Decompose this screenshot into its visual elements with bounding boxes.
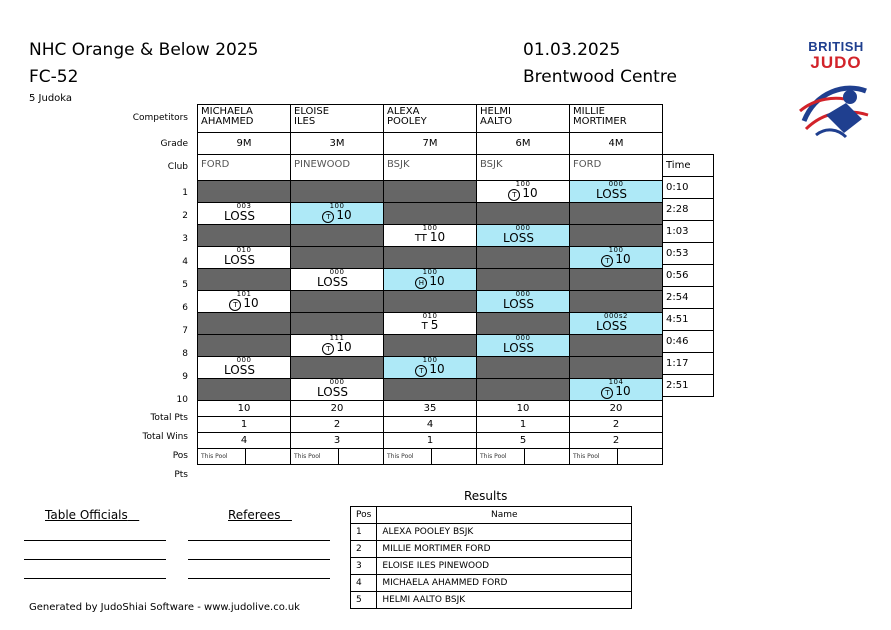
technique-icon: T: [229, 299, 241, 311]
match-result-text: LOSS: [503, 297, 534, 311]
match-result-text: 10: [336, 208, 352, 222]
position: 1: [384, 433, 477, 449]
time-row: [663, 177, 714, 199]
total-points: 10: [198, 401, 291, 417]
match-result-text: 10: [615, 252, 631, 266]
result-position: 2: [351, 541, 377, 558]
grade-row: [198, 133, 663, 155]
label-grade: Grade: [160, 139, 188, 149]
match-result: [384, 231, 476, 245]
time-row: [663, 265, 714, 287]
match-score: 111: [329, 334, 345, 342]
match-result-text: 5: [430, 318, 439, 332]
match-number: 7: [182, 326, 188, 336]
match-row: [198, 247, 663, 269]
total-points: 20: [291, 401, 384, 417]
table-official-line-2: [24, 559, 166, 560]
competitor-club: FORD: [570, 155, 663, 181]
match-score: 000: [515, 290, 531, 298]
match-result: [570, 253, 662, 267]
match-result-cell: [198, 203, 291, 225]
results-row: [351, 575, 632, 592]
match-time: 1:03: [663, 221, 714, 243]
result-position: 1: [351, 524, 377, 541]
match-row: [198, 291, 663, 313]
this-pool-label: This Pool: [477, 449, 525, 464]
match-result: [570, 385, 662, 399]
match-score: 104: [608, 378, 624, 386]
match-result-text: LOSS: [224, 363, 255, 377]
competitor-name-cell: [570, 105, 663, 133]
competitor-club: BSJK: [477, 155, 570, 181]
club-row: [198, 155, 663, 181]
match-number: 9: [182, 372, 188, 382]
empty-match-cell: [384, 379, 477, 401]
match-result-text: LOSS: [596, 319, 627, 333]
match-result-cell: [477, 291, 570, 313]
match-result: [198, 297, 290, 311]
match-result: [596, 188, 627, 201]
match-result: [317, 386, 348, 399]
position-row: [198, 433, 663, 449]
empty-match-cell: [384, 335, 477, 357]
match-result: [317, 276, 348, 289]
technique-icon: T: [601, 255, 613, 267]
pool-points-box: [339, 449, 383, 464]
empty-match-cell: [384, 291, 477, 313]
result-name: MICHAELA AHAMMED FORD: [377, 575, 632, 592]
pts-cell: [477, 449, 570, 465]
match-result-cell: [384, 313, 477, 335]
pts-row: [198, 449, 663, 465]
match-result-cell: [291, 335, 384, 357]
referee-line-1: [188, 540, 330, 541]
empty-match-cell: [198, 269, 291, 291]
match-result-text: LOSS: [317, 385, 348, 399]
pts-cell: [570, 449, 663, 465]
empty-match-cell: [291, 291, 384, 313]
competitor-last-name: MORTIMER: [573, 116, 627, 127]
match-result: [384, 275, 476, 289]
position: 4: [198, 433, 291, 449]
label-total-pts: Total Pts: [150, 413, 188, 423]
empty-match-cell: [570, 225, 663, 247]
match-result-cell: [477, 335, 570, 357]
time-row: [663, 331, 714, 353]
technique-icon: T: [508, 189, 520, 201]
match-score: 100: [329, 202, 345, 210]
results-row: [351, 524, 632, 541]
results-row: [351, 558, 632, 575]
empty-match-cell: [570, 357, 663, 379]
match-score: 100: [422, 356, 438, 364]
empty-match-cell: [477, 357, 570, 379]
competitor-names-row: [198, 105, 663, 133]
technique-icon: T: [415, 365, 427, 377]
match-result-text: 10: [243, 296, 259, 310]
empty-match-cell: [477, 247, 570, 269]
result-position: 3: [351, 558, 377, 575]
match-time: 2:28: [663, 199, 714, 221]
match-time: 1:17: [663, 353, 714, 375]
match-time: 0:53: [663, 243, 714, 265]
match-result: [224, 364, 255, 377]
match-result-cell: [291, 203, 384, 225]
empty-match-cell: [384, 247, 477, 269]
match-number: 2: [182, 211, 188, 221]
label-club: Club: [167, 162, 188, 172]
match-result-cell: [291, 379, 384, 401]
match-result: [384, 363, 476, 377]
empty-match-cell: [570, 269, 663, 291]
total-points-row: [198, 401, 663, 417]
referees-label: Referees: [228, 508, 281, 522]
match-score: 100: [422, 224, 438, 232]
technique-icon: T: [601, 387, 613, 399]
empty-match-cell: [570, 203, 663, 225]
results-row: [351, 592, 632, 609]
total-wins: 1: [198, 417, 291, 433]
competitor-first-name: MICHAELA: [201, 106, 253, 117]
match-result-cell: [384, 269, 477, 291]
match-result: [224, 254, 255, 267]
position: 2: [570, 433, 663, 449]
event-date: 01.03.2025: [523, 40, 621, 60]
empty-match-cell: [198, 379, 291, 401]
time-row: [663, 199, 714, 221]
competitor-first-name: ELOISE: [294, 106, 330, 117]
competitor-name-cell: [384, 105, 477, 133]
position: 5: [477, 433, 570, 449]
competitor-grade: 7M: [384, 133, 477, 155]
empty-match-cell: [291, 313, 384, 335]
referee-line-3: [188, 578, 330, 579]
match-result: [503, 298, 534, 311]
match-result-cell: [198, 247, 291, 269]
empty-match-cell: [291, 247, 384, 269]
match-score: 010: [422, 312, 438, 320]
competitor-club: PINEWOOD: [291, 155, 384, 181]
result-position: 4: [351, 575, 377, 592]
competition-title: NHC Orange & Below 2025: [29, 40, 259, 60]
match-result: [596, 320, 627, 333]
match-result-cell: [570, 313, 663, 335]
technique-icon: T: [322, 211, 334, 223]
match-number: 5: [182, 280, 188, 290]
this-pool-label: This Pool: [198, 449, 246, 464]
total-points: 10: [477, 401, 570, 417]
position: 3: [291, 433, 384, 449]
match-number: 6: [182, 303, 188, 313]
competitor-first-name: HELMI: [480, 106, 511, 117]
time-row: [663, 353, 714, 375]
competitor-first-name: MILLIE: [573, 106, 605, 117]
match-result-cell: [198, 357, 291, 379]
match-result: [291, 209, 383, 223]
pts-cell: [291, 449, 384, 465]
match-score: 000: [329, 268, 345, 276]
time-header: Time: [663, 155, 714, 177]
match-number: 10: [176, 395, 188, 405]
match-score: 100: [422, 268, 438, 276]
match-score: 003: [236, 202, 252, 210]
competitor-grade: 6M: [477, 133, 570, 155]
match-time: 0:56: [663, 265, 714, 287]
british-judo-logo: [796, 40, 876, 150]
results-title: Results: [464, 489, 508, 503]
pool-points-box: [246, 449, 290, 464]
empty-match-cell: [477, 269, 570, 291]
match-result-cell: [384, 225, 477, 247]
match-time: 0:10: [663, 177, 714, 199]
competitor-club: FORD: [198, 155, 291, 181]
match-score: 000: [608, 180, 624, 188]
match-result-text: LOSS: [596, 187, 627, 201]
match-row: [198, 335, 663, 357]
pool-code: FC-52: [29, 67, 79, 87]
match-result-cell: [570, 181, 663, 203]
match-result: [291, 341, 383, 355]
label-pos: Pos: [172, 451, 188, 461]
competitor-last-name: AHAMMED: [201, 116, 254, 127]
match-row: [198, 269, 663, 291]
empty-match-cell: [291, 357, 384, 379]
match-score: 101: [236, 290, 252, 298]
match-score: 000: [236, 356, 252, 364]
label-pts: Pts: [174, 470, 188, 480]
match-result-text: 10: [615, 384, 631, 398]
total-points: 35: [384, 401, 477, 417]
match-result-text: 10: [522, 186, 538, 200]
technique-icon: T: [421, 321, 428, 332]
empty-match-cell: [570, 335, 663, 357]
empty-match-cell: [291, 225, 384, 247]
match-number: 1: [182, 188, 188, 198]
match-result-cell: [477, 225, 570, 247]
match-row: [198, 181, 663, 203]
match-result-cell: [570, 379, 663, 401]
empty-match-cell: [477, 203, 570, 225]
event-venue: Brentwood Centre: [523, 67, 677, 87]
match-result: [477, 187, 569, 201]
competitor-first-name: ALEXA: [387, 106, 420, 117]
match-result-text: LOSS: [317, 275, 348, 289]
match-score: 000: [329, 378, 345, 386]
empty-match-cell: [477, 379, 570, 401]
match-result-text: LOSS: [224, 209, 255, 223]
logo-text-judo: JUDO: [810, 53, 862, 72]
match-result-cell: [198, 291, 291, 313]
match-score: 010: [236, 246, 252, 254]
judoka-figure-icon: [796, 71, 876, 141]
empty-match-cell: [570, 291, 663, 313]
competitor-last-name: AALTO: [480, 116, 513, 127]
total-wins: 4: [384, 417, 477, 433]
match-result-cell: [477, 181, 570, 203]
judoka-count: 5 Judoka: [29, 93, 73, 104]
pool-points-box: [432, 449, 476, 464]
empty-match-cell: [198, 335, 291, 357]
match-result-cell: [291, 269, 384, 291]
empty-match-cell: [291, 181, 384, 203]
match-row: [198, 203, 663, 225]
total-wins-row: [198, 417, 663, 433]
match-score: 000: [515, 334, 531, 342]
time-column: [662, 154, 714, 397]
result-name: MILLIE MORTIMER FORD: [377, 541, 632, 558]
table-official-line-3: [24, 578, 166, 579]
competitor-name-cell: [291, 105, 384, 133]
total-wins: 2: [291, 417, 384, 433]
table-officials-label: Table Officials: [45, 508, 128, 522]
match-row: [198, 225, 663, 247]
empty-match-cell: [198, 225, 291, 247]
results-col-name: Name: [377, 507, 632, 524]
match-result-text: 10: [429, 362, 445, 376]
this-pool-label: This Pool: [384, 449, 432, 464]
time-row: [663, 221, 714, 243]
match-result-text: 10: [429, 230, 446, 244]
empty-match-cell: [384, 203, 477, 225]
match-time: 2:51: [663, 375, 714, 397]
results-table: [350, 506, 632, 609]
pool-sheet-grid: [197, 104, 663, 465]
competitor-name-cell: [198, 105, 291, 133]
match-number: 4: [182, 257, 188, 267]
competitor-last-name: ILES: [294, 116, 316, 127]
match-row: [198, 357, 663, 379]
result-name: HELMI AALTO BSJK: [377, 592, 632, 609]
competitor-last-name: POOLEY: [387, 116, 427, 127]
empty-match-cell: [384, 181, 477, 203]
results-col-pos: Pos: [351, 507, 377, 524]
competitor-grade: 9M: [198, 133, 291, 155]
result-name: ALEXA POOLEY BSJK: [377, 524, 632, 541]
match-result: [384, 319, 476, 333]
technique-icon: H: [415, 277, 427, 289]
time-row: [663, 287, 714, 309]
match-score: 000: [515, 224, 531, 232]
result-name: ELOISE ILES PINEWOOD: [377, 558, 632, 575]
technique-icon: TT: [414, 233, 427, 244]
total-wins: 2: [570, 417, 663, 433]
match-result-text: 10: [429, 274, 445, 288]
match-score: 000s2: [604, 312, 628, 320]
total-wins: 1: [477, 417, 570, 433]
match-result-text: 10: [336, 340, 352, 354]
match-result-cell: [384, 357, 477, 379]
match-score: 100: [515, 180, 531, 188]
match-number: 3: [182, 234, 188, 244]
pool-points-box: [618, 449, 662, 464]
empty-match-cell: [198, 181, 291, 203]
this-pool-label: This Pool: [570, 449, 618, 464]
match-row: [198, 379, 663, 401]
competitor-name-cell: [477, 105, 570, 133]
match-number: 8: [182, 349, 188, 359]
match-time: 2:54: [663, 287, 714, 309]
time-row: [663, 375, 714, 397]
match-result-text: LOSS: [503, 341, 534, 355]
pool-points-box: [525, 449, 569, 464]
match-result-text: LOSS: [224, 253, 255, 267]
pts-cell: [384, 449, 477, 465]
match-time: 4:51: [663, 309, 714, 331]
match-result-cell: [570, 247, 663, 269]
table-official-line-1: [24, 540, 166, 541]
match-row: [198, 313, 663, 335]
competitor-grade: 3M: [291, 133, 384, 155]
time-row: [663, 243, 714, 265]
total-points: 20: [570, 401, 663, 417]
match-score: 100: [608, 246, 624, 254]
this-pool-label: This Pool: [291, 449, 339, 464]
match-time: 0:46: [663, 331, 714, 353]
referee-line-2: [188, 559, 330, 560]
pts-cell: [198, 449, 291, 465]
label-competitors: Competitors: [132, 113, 188, 123]
label-total-wins: Total Wins: [142, 432, 188, 442]
match-result-text: LOSS: [503, 231, 534, 245]
competitor-club: BSJK: [384, 155, 477, 181]
footer-generated-by: Generated by JudoShiai Software - www.judolive.co.uk: [29, 602, 300, 613]
empty-match-cell: [198, 313, 291, 335]
empty-match-cell: [477, 313, 570, 335]
time-row: [663, 309, 714, 331]
logo-text-british: BRITISH: [808, 39, 864, 54]
result-position: 5: [351, 592, 377, 609]
results-row: [351, 541, 632, 558]
competitor-grade: 4M: [570, 133, 663, 155]
technique-icon: T: [322, 343, 334, 355]
match-result: [503, 232, 534, 245]
match-result: [503, 342, 534, 355]
match-result: [224, 210, 255, 223]
